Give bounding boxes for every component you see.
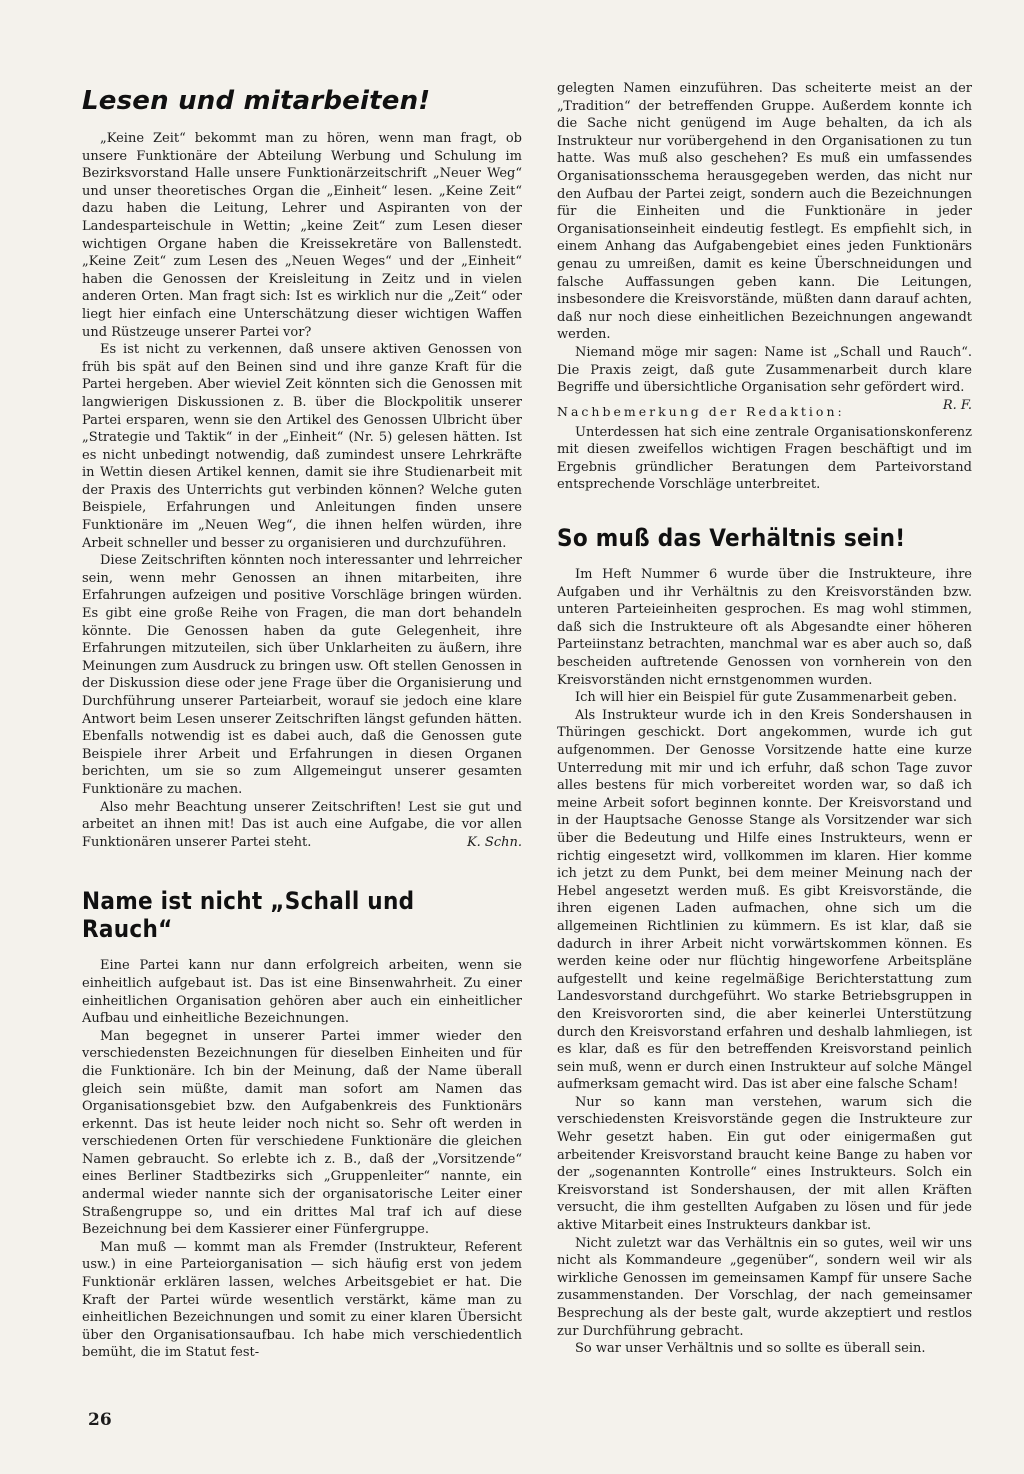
article-paragraph: Eine Partei kann nur dann erfolgreich arbeiten, wenn sie einheitlich aufgebaut ist. Das ist eine Binsenwahrheit. Zu einer einheitlichen Organisation gehören aber auch ein einheitlicher Aufbau und einheitliche Bezeichnungen. — [82, 958, 522, 1027]
page-number: 26 — [88, 1410, 112, 1430]
article-so-muss-das-verhaeltnis-sein — [557, 524, 972, 1358]
right-column — [557, 80, 972, 1358]
article-paragraph: Als Instrukteur wurde ich in den Kreis Sondershausen in Thüringen geschickt. Dort angekommen, wurde ich gut aufgenommen. Der Genosse Vorsitzende hatte eine kurze Unterredung mit mir und ich erfuhr, daß schon Tage zuvor alles bestens für mich vorbereitet worden war, so daß ich meine Arbeit sofort beginnen konnte. Der Kreisvorstand und in der Hauptsache Genosse Stange als Vorsitzender war sich über die Bedeutung und Hilfe eines Instrukteurs, wenn er richtig eingesetzt wird, vollkommen im klaren. Hier komme ich jetzt zu dem Punkt, bei dem meiner Meinung nach der Hebel angesetzt werden muß. Es gibt Kreisvorstände, die ihren eigenen Laden aufmachen, ohne sich um die allgemeinen Richtlinien zu kümmern. Es ist klar, daß sie dadurch in ihrer Arbeit nicht vorwärtskommen können. Es werden keine oder nur flüchtig hingeworfene Arbeitspläne aufgestellt und keine regelmäßige Berichterstattung zum Landesvorstand durchgeführt. Wo starke Betriebsgruppen in den Kreisvororten sind, die aber keinerlei Unterstützung durch den Kreisvorstand erfahren und deshalb lahmliegen, ist es klar, daß es für den betreffenden Kreisvorstand peinlich sein muß, wenn er durch einen Instrukteur auf solche Mängel aufmerksam gemacht wird. Das ist aber eine falsche Scham! — [557, 707, 972, 1093]
article-paragraph: gelegten Namen einzuführen. Das scheiterte meist an der „Tradition“ der betreffenden Gruppe. Außerdem konnte ich die Sache nicht genügend im Auge behalten, da ich als Instrukteur nur vorübergehend in den Organisationen zu tun hatte. Was muß also geschehen? Es muß ein umfassendes Organisationsschema herausgegeben werden, das nicht nur den Aufbau der Partei zeigt, sondern auch die Bezeichnungen für die Einheiten und die Funktionäre in jeder Organisationseinheit eindeutig festlegt. Es empfiehlt sich, in einem Anhang das Aufgabengebiet eines jeden Funktionärs genau zu umreißen, damit es keine Überschneidungen und falsche Auffassungen geben kann. Die Leitungen, insbesondere die Kreisvorstände, müßten dann darauf achten, daß nur noch diese einheitlichen Bezeichnungen angewandt werden. — [557, 81, 972, 343]
article-lesen-und-mitarbeiten — [82, 86, 522, 851]
article-paragraph: „Keine Zeit“ bekommt man zu hören, wenn man fragt, ob unsere Funktionäre der Abteilung Werbung und Schulung im Bezirksvorstand Halle unsere Funktionärzeitschrift „Neuer Weg“ und unser theoretisches Organ die „Einheit“ lesen. „Keine Zeit“ dazu haben die Leitung, Lehrer und Aspiranten von der Landesparteischule in Wettin; „keine Zeit“ zum Lesen dieser wichtigen Organe haben die Kreissekretäre von Ballenstedt. „Keine Zeit“ zum Lesen des „Neuen Weges“ und der „Einheit“ haben die Genossen der Kreisleitung in Zeitz und in vielen anderen Orten. Man fragt sich: Ist es wirklich nur die „Zeit“ oder liegt hier einfach eine Unterschätzung dieser wichtigen Waffen und Rüstzeuge unserer Partei vor? — [82, 131, 522, 340]
section-gap — [82, 851, 522, 887]
article-paragraph: Es ist nicht zu verkennen, daß unsere aktiven Genossen von früh bis spät auf den Beinen sind und ihre ganze Kraft für die Partei hergeben. Aber wieviel Zeit könnten sich die Genossen mit langwierigen Diskussionen z. B. über die Blockpolitik unserer Partei ersparen, wenn sie den Artikel des Genossen Ulbricht über „Strategie und Taktik“ in der „Einheit“ (Nr. 5) gelesen hätten. Ist es nicht unbedingt notwendig, daß zumindest unsere Lehrkräfte in Wettin diesen Artikel kennen, damit sie ihre Studienarbeit mit der Praxis des Unterrichts gut verbinden können? Welche guten Beispiele, Erfahrungen und Anleitungen finden unsere Funktionäre im „Neuen Weg“, die ihnen helfen würden, ihre Arbeit schneller und besser zu organisieren und durchzuführen. — [82, 342, 522, 551]
author-signature: R. F. — [942, 397, 972, 413]
article-paragraph: Nicht zuletzt war das Verhältnis ein so gutes, weil wir uns nicht als Kommandeure „gegenüber“, sondern weil wir als wirkliche Genossen im gemeinsamen Kampf für unsere Sache zusammenstanden. Der Vorschlag, der nach gemeinsamer Besprechung als der beste galt, wurde akzeptiert und restlos zur Durchführung gebracht. — [557, 1235, 972, 1339]
article-paragraph: Diese Zeitschriften könnten noch interessanter und lehrreicher sein, wenn mehr Genossen an ihnen mitarbeiten, ihre Erfahrungen aufzeigen und positive Vorschläge bringen würden. Es gibt eine große Reihe von Fragen, die man dort behandeln könnte. Die Genossen haben da gute Gelegenheit, ihre Erfahrungen mitzuteilen, sich über Unklarheiten zu äußern, ihre Meinungen zum Ausdruck zu bringen usw. Oft stellen Genossen in der Diskussion diese oder jene Frage über die Organisierung und Durchführung unserer Parteiarbeit, worauf sie jedoch eine klare Antwort beim Lesen unserer Zeitschriften längst gefunden hätten. Ebenfalls notwendig ist es dabei auch, daß die Genossen gute Beispiele ihrer Arbeit und Erfahrungen in diesen Organen berichten, um sie so zum Allgemeingut unserer gesamten Funktionäre zu machen. — [82, 553, 522, 797]
article-paragraph: Ich will hier ein Beispiel für gute Zusammenarbeit geben. — [575, 690, 957, 706]
article-paragraph-last — [82, 799, 522, 852]
article-paragraph: Im Heft Nummer 6 wurde über die Instrukteure, ihre Aufgaben und ihr Verhältnis zu den Kreisvorständen bzw. unteren Parteieinheiten gesprochen. Es mag wohl stimmen, daß sich die Instrukteure oft als Abgesandte einer höheren Parteiinstanz betrachten, manchmal war es aber auch so, daß bescheiden auftretende Genossen von vornherein von den Kreisvorständen nicht ernstgenommen wurden. — [557, 567, 972, 688]
section-gap — [557, 494, 972, 524]
left-column — [82, 86, 522, 1362]
editorial-note-text: Unterdessen hat sich eine zentrale Organisationskonferenz mit diesen zweifellos wichtigen Fragen beschäftigt und im Ergebnis gründlicher Beratungen dem Parteivorstand entsprechende Vorschläge unterbreitet. — [557, 424, 972, 493]
article-continuation — [557, 80, 972, 494]
article-title: Name ist nicht „Schall und Rauch“ — [82, 887, 415, 944]
article-name-ist-nicht-schall-und-rauch — [82, 887, 522, 1362]
article-paragraph: Man muß — kommt man als Fremder (Instrukteur, Referent usw.) in eine Parteiorganisation — sich häufig erst von jedem Funktionär erklären lassen, welches Arbeitsgebiet er hat. Die Kraft der Partei würde wesentlich verstärkt, käme man zu einheitlichen Bezeichnungen und somit zu einer klaren Übersicht über den Organisationsaufbau. Ich habe mich verschiedentlich bemüht, die im Statut fest- — [82, 1239, 522, 1361]
article-paragraph: Man begegnet in unserer Partei immer wieder den verschiedensten Bezeichnungen für dieselben Einheiten und für die Funktionäre. Ich bin der Meinung, daß der Name überall gleich sein müßte, damit man sofort am Namen das Organisationsgebiet bzw. den Aufgabenkreis des Funktionärs erkennt. Das ist heute leider noch nicht so. Sehr oft werden in verschiedenen Orten für verschiedene Funktionäre die gleichen Namen gebraucht. So erlebte ich z. B., daß der „Vorsitzende“ eines Berliner Stadtbezirks sich „Gruppenleiter“ nannte, ein andermal wieder nannte sich der organisatorische Leiter einer Straßengruppe so, und ein drittes Mal traf ich auf diese Bezeichnung bei dem Kassierer einer Fünfergruppe. — [82, 1028, 522, 1238]
editorial-note-label: Nachbemerkung der Redaktion: — [557, 403, 845, 419]
author-signature: K. Schn. — [466, 834, 522, 850]
article-title: So muß das Verhältnis sein! — [557, 524, 906, 553]
article-paragraph: Nur so kann man verstehen, warum sich die verschiedensten Kreisvorstände gegen die Instrukteure zur Wehr gesetzt haben. Ein gut oder einigermaßen gut arbeitender Kreisvorstand braucht keine Bange zu haben vor der „sogenannten Kontrolle“ eines Instrukteurs. Solch ein Kreisvorstand ist Sondershausen, der mit allen Kräften versucht, die ihm gestellten Aufgaben zu lösen und für jede aktive Mitarbeit eines Instrukteurs dankbar ist. — [557, 1094, 972, 1234]
article-text: Niemand möge mir sagen: Name ist „Schall und Rauch“. Die Praxis zeigt, daß gute Zusammenarbeit durch klare Begriffe und übersichtliche Organisation sehr gefördert wird. — [557, 344, 972, 396]
article-title: Lesen und mitarbeiten! — [82, 86, 431, 116]
article-paragraph: So war unser Verhältnis und so sollte es überall sein. — [575, 1341, 926, 1357]
article-text: Also mehr Beachtung unserer Zeitschriften! Lest sie gut und arbeitet an ihnen mit! Das ist auch eine Aufgabe, die vor allen Funktionären unserer Partei steht. — [82, 799, 522, 850]
